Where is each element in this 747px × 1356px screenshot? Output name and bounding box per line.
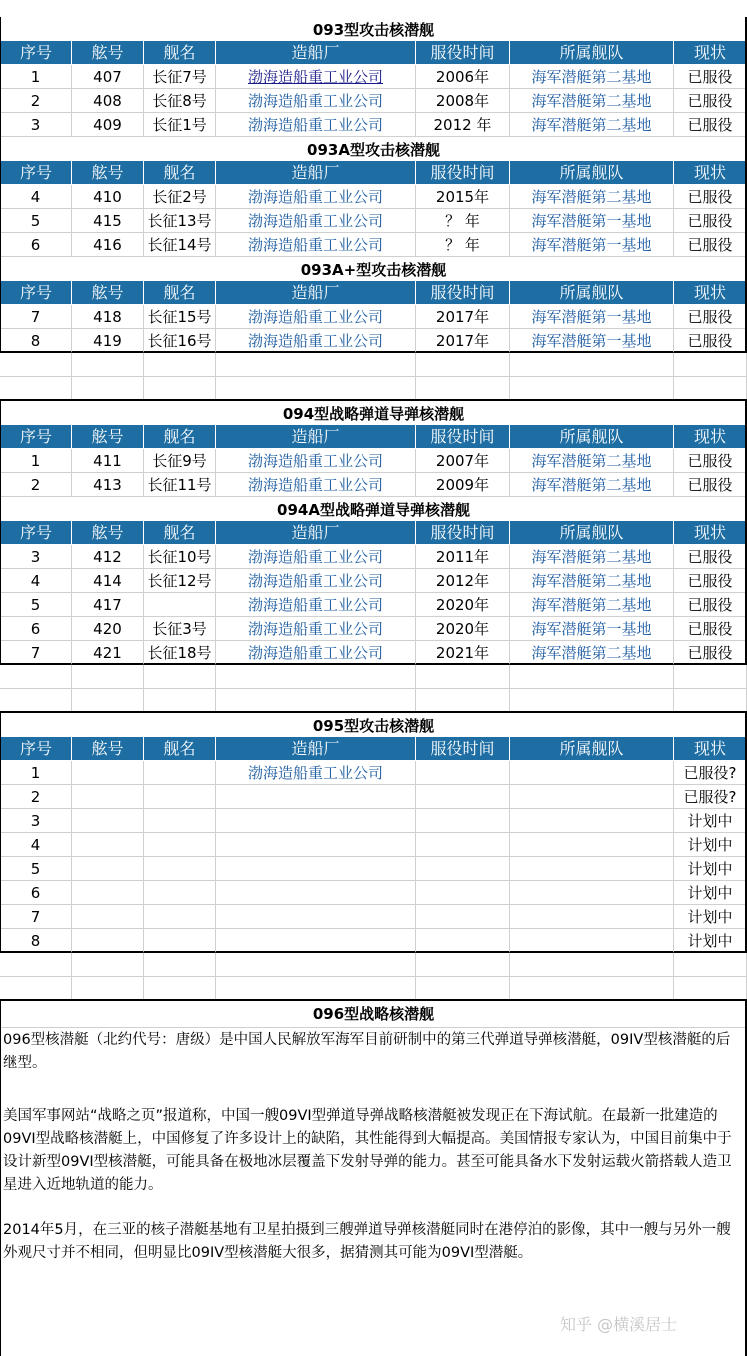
cell-name (144, 905, 216, 929)
cell-fleet: 海军潜艇第二基地 (510, 113, 674, 137)
cell-shipyard: 渤海造船重工业公司 (216, 761, 416, 785)
cell-status: 已服役 (674, 449, 747, 473)
cell-index: 4 (0, 185, 72, 209)
table-row (0, 833, 747, 857)
cell-shipyard (216, 809, 416, 833)
table-row (0, 545, 747, 569)
cell-status: 已服役? (674, 785, 747, 809)
cell-shipyard: 渤海造船重工业公司 (216, 449, 416, 473)
cell-service (416, 977, 510, 1001)
cell-hull (72, 953, 144, 977)
cell-service (416, 785, 510, 809)
cell-service: 2017年 (416, 329, 510, 353)
header-shipyard: 造船厂 (216, 737, 416, 761)
cell-hull (72, 905, 144, 929)
table-row (0, 209, 747, 233)
cell-name (144, 785, 216, 809)
cell-hull (72, 977, 144, 1001)
cell-hull: 407 (72, 65, 144, 89)
header-fleet: 所属舰队 (510, 425, 674, 449)
cell-name: 长征12号 (144, 569, 216, 593)
watermark: 知乎 @横溪居士 (560, 1315, 678, 1334)
cell-status (674, 665, 747, 689)
section-title: 094型战略弹道导弹核潜舰 (0, 399, 747, 428)
cell-service: 2021年 (416, 641, 510, 665)
cell-shipyard (216, 929, 416, 953)
cell-status: 计划中 (674, 833, 747, 857)
cell-index: 4 (0, 833, 72, 857)
cell-service: 2020年 (416, 617, 510, 641)
cell-name: 长征2号 (144, 185, 216, 209)
cell-shipyard (216, 377, 416, 401)
cell-index: 5 (0, 593, 72, 617)
cell-hull (72, 785, 144, 809)
cell-shipyard: 渤海造船重工业公司 (216, 329, 416, 353)
cell-service: 2017年 (416, 305, 510, 329)
cell-index: 6 (0, 617, 72, 641)
cell-shipyard: 渤海造船重工业公司 (216, 209, 416, 233)
cell-status: 计划中 (674, 881, 747, 905)
cell-hull: 414 (72, 569, 144, 593)
cell-status: 已服役? (674, 761, 747, 785)
cell-service: ？ 年 (416, 233, 510, 257)
cell-name: 长征13号 (144, 209, 216, 233)
section-title: 094A型战略弹道导弹核潜舰 (0, 497, 747, 522)
cell-fleet: 海军潜艇第二基地 (510, 473, 674, 497)
cell-shipyard (216, 977, 416, 1001)
cell-index: 3 (0, 113, 72, 137)
cell-hull (72, 857, 144, 881)
cell-index: 1 (0, 761, 72, 785)
cell-fleet (510, 977, 674, 1001)
empty-row (0, 665, 747, 689)
cell-name: 长征15号 (144, 305, 216, 329)
table-row (0, 929, 747, 953)
cell-shipyard (216, 353, 416, 377)
cell-name (144, 929, 216, 953)
box-border (0, 17, 1, 353)
cell-index: 1 (0, 449, 72, 473)
cell-index: 1 (0, 65, 72, 89)
cell-fleet: 海军潜艇第二基地 (510, 641, 674, 665)
cell-name (144, 665, 216, 689)
cell-shipyard (216, 689, 416, 713)
cell-name: 长征9号 (144, 449, 216, 473)
cell-status: 已服役 (674, 569, 747, 593)
cell-shipyard: 渤海造船重工业公司 (216, 593, 416, 617)
section-title: 093A+型攻击核潜舰 (0, 257, 747, 282)
cell-name (144, 377, 216, 401)
header-index: 序号 (0, 161, 72, 185)
cell-shipyard (216, 905, 416, 929)
table-row (0, 785, 747, 809)
table-header (0, 161, 747, 185)
cell-name: 长征11号 (144, 473, 216, 497)
cell-status (674, 353, 747, 377)
cell-index: 4 (0, 569, 72, 593)
cell-name (144, 353, 216, 377)
table-row (0, 233, 747, 257)
cell-index: 2 (0, 89, 72, 113)
cell-fleet: 海军潜艇第二基地 (510, 449, 674, 473)
cell-service (416, 809, 510, 833)
cell-fleet (510, 953, 674, 977)
box-border (0, 711, 1, 953)
cell-name: 长征18号 (144, 641, 216, 665)
header-status: 现状 (674, 281, 747, 305)
table-row (0, 329, 747, 353)
cell-status: 已服役 (674, 545, 747, 569)
cell-service (416, 881, 510, 905)
cell-shipyard (216, 953, 416, 977)
cell-index (0, 665, 72, 689)
cell-hull: 413 (72, 473, 144, 497)
paragraph: 2014年5月，在三亚的核子潜艇基地有卫星拍摄到三艘弹道导弹核潜艇同时在港停泊的影像，其中一艘与另外一艘外观尺寸并不相同，但明显比09IV型核潜艇大很多，据猜测其可能为09VI型潜艇。 (3, 1222, 731, 1261)
header-index: 序号 (0, 281, 72, 305)
cell-hull (72, 761, 144, 785)
empty-row (0, 377, 747, 401)
paragraph: 096型核潜艇（北约代号：唐级）是中国人民解放军海军目前研制中的第三代弹道导弹核潜艇，09IV型核潜艇的后继型。 (3, 1032, 731, 1071)
table-header (0, 41, 747, 65)
cell-name: 长征14号 (144, 233, 216, 257)
cell-status: 计划中 (674, 857, 747, 881)
cell-hull: 408 (72, 89, 144, 113)
cell-fleet: 海军潜艇第二基地 (510, 65, 674, 89)
cell-shipyard: 渤海造船重工业公司 (216, 473, 416, 497)
table-row (0, 473, 747, 497)
cell-fleet (510, 833, 674, 857)
header-index: 序号 (0, 521, 72, 545)
table-row (0, 809, 747, 833)
header-service: 服役时间 (416, 737, 510, 761)
header-name: 舰名 (144, 425, 216, 449)
cell-service (416, 833, 510, 857)
cell-name (144, 689, 216, 713)
cell-service (416, 857, 510, 881)
table-row (0, 89, 747, 113)
cell-status: 已服役 (674, 113, 747, 137)
cell-index: 5 (0, 857, 72, 881)
cell-status: 已服役 (674, 593, 747, 617)
cell-index: 6 (0, 233, 72, 257)
table-row (0, 857, 747, 881)
cell-shipyard: 渤海造船重工业公司 (216, 89, 416, 113)
section-title: 096型战略核潜舰 (0, 999, 747, 1028)
cell-hull (72, 353, 144, 377)
cell-service: 2012 年 (416, 113, 510, 137)
cell-hull: 411 (72, 449, 144, 473)
header-shipyard: 造船厂 (216, 425, 416, 449)
cell-service: 2011年 (416, 545, 510, 569)
cell-fleet: 海军潜艇第二基地 (510, 569, 674, 593)
cell-name (144, 593, 216, 617)
cell-service (416, 377, 510, 401)
cell-service (416, 353, 510, 377)
table-header (0, 737, 747, 761)
cell-index: 3 (0, 545, 72, 569)
cell-status: 已服役 (674, 641, 747, 665)
cell-fleet (510, 689, 674, 713)
cell-name: 长征8号 (144, 89, 216, 113)
cell-shipyard: 渤海造船重工业公司 (216, 641, 416, 665)
header-fleet: 所属舰队 (510, 161, 674, 185)
header-service: 服役时间 (416, 425, 510, 449)
section-title: 093A型攻击核潜舰 (0, 137, 747, 162)
header-fleet: 所属舰队 (510, 737, 674, 761)
cell-hull: 412 (72, 545, 144, 569)
cell-shipyard: 渤海造船重工业公司 (216, 65, 416, 89)
cell-name: 长征7号 (144, 65, 216, 89)
table-row (0, 593, 747, 617)
cell-hull: 417 (72, 593, 144, 617)
cell-name: 长征10号 (144, 545, 216, 569)
cell-shipyard (216, 833, 416, 857)
cell-index: 8 (0, 929, 72, 953)
cell-index (0, 689, 72, 713)
cell-hull: 420 (72, 617, 144, 641)
cell-status (674, 377, 747, 401)
section-title: 093型攻击核潜舰 (0, 17, 747, 42)
cell-status: 已服役 (674, 329, 747, 353)
cell-service: 2009年 (416, 473, 510, 497)
cell-status (674, 689, 747, 713)
cell-hull: 416 (72, 233, 144, 257)
cell-status: 已服役 (674, 233, 747, 257)
cell-name (144, 881, 216, 905)
cell-name (144, 857, 216, 881)
paragraph: 美国军事网站“战略之页”报道称，中国一艘09VI型弹道导弹战略核潜艇被发现正在下海试航。在最新一批建造的09VI型战略核潜艇上，中国修复了许多设计上的缺陷，其性能得到大幅提高。美国情报专家认为，中国目前集中于设计新型09VI型核潜艇，可能具备在极地冰层覆盖下发射导弹的能力。甚至可能具备水下发射运载火箭搭载人造卫星进入近地轨道的能力。 (3, 1108, 732, 1193)
cell-shipyard: 渤海造船重工业公司 (216, 617, 416, 641)
header-service: 服役时间 (416, 41, 510, 65)
cell-shipyard: 渤海造船重工业公司 (216, 569, 416, 593)
cell-service: 2008年 (416, 89, 510, 113)
cell-status: 已服役 (674, 305, 747, 329)
cell-fleet: 海军潜艇第二基地 (510, 545, 674, 569)
table-row (0, 881, 747, 905)
empty-row (0, 689, 747, 713)
header-hull: 舷号 (72, 737, 144, 761)
cell-fleet: 海军潜艇第二基地 (510, 593, 674, 617)
header-hull: 舷号 (72, 521, 144, 545)
cell-shipyard: 渤海造船重工业公司 (216, 545, 416, 569)
cell-index: 5 (0, 209, 72, 233)
cell-service: 2015年 (416, 185, 510, 209)
empty-row (0, 977, 747, 1001)
cell-shipyard (216, 785, 416, 809)
header-service: 服役时间 (416, 521, 510, 545)
cell-service (416, 761, 510, 785)
cell-name: 长征1号 (144, 113, 216, 137)
table-header (0, 425, 747, 449)
box-border (0, 399, 1, 665)
cell-shipyard: 渤海造船重工业公司 (216, 233, 416, 257)
table-row (0, 305, 747, 329)
cell-service: ？ 年 (416, 209, 510, 233)
cell-hull (72, 809, 144, 833)
section-title: 095型攻击核潜舰 (0, 711, 747, 740)
cell-shipyard: 渤海造船重工业公司 (216, 113, 416, 137)
cell-service (416, 953, 510, 977)
cell-hull (72, 833, 144, 857)
cell-status (674, 953, 747, 977)
empty-row (0, 353, 747, 377)
cell-hull: 421 (72, 641, 144, 665)
cell-status (674, 977, 747, 1001)
empty-row (0, 953, 747, 977)
cell-fleet: 海军潜艇第一基地 (510, 209, 674, 233)
cell-hull: 418 (72, 305, 144, 329)
header-hull: 舷号 (72, 281, 144, 305)
table-row (0, 65, 747, 89)
table-row (0, 113, 747, 137)
cell-index (0, 953, 72, 977)
cell-fleet (510, 929, 674, 953)
cell-hull: 419 (72, 329, 144, 353)
table-row (0, 617, 747, 641)
cell-name (144, 809, 216, 833)
cell-fleet (510, 665, 674, 689)
cell-status: 计划中 (674, 929, 747, 953)
header-hull: 舷号 (72, 41, 144, 65)
cell-name (144, 953, 216, 977)
header-status: 现状 (674, 161, 747, 185)
cell-service (416, 689, 510, 713)
header-hull: 舷号 (72, 161, 144, 185)
cell-status: 已服役 (674, 185, 747, 209)
cell-name: 长征16号 (144, 329, 216, 353)
cell-fleet (510, 905, 674, 929)
cell-fleet (510, 785, 674, 809)
cell-hull: 410 (72, 185, 144, 209)
cell-hull (72, 689, 144, 713)
cell-index (0, 977, 72, 1001)
header-name: 舰名 (144, 521, 216, 545)
table-row (0, 449, 747, 473)
cell-fleet: 海军潜艇第二基地 (510, 185, 674, 209)
cell-fleet: 海军潜艇第一基地 (510, 329, 674, 353)
cell-fleet (510, 377, 674, 401)
header-shipyard: 造船厂 (216, 41, 416, 65)
header-fleet: 所属舰队 (510, 41, 674, 65)
header-fleet: 所属舰队 (510, 521, 674, 545)
cell-status: 已服役 (674, 617, 747, 641)
cell-name (144, 977, 216, 1001)
cell-name: 长征3号 (144, 617, 216, 641)
cell-service (416, 905, 510, 929)
cell-fleet (510, 353, 674, 377)
cell-index: 8 (0, 329, 72, 353)
header-service: 服役时间 (416, 281, 510, 305)
cell-shipyard (216, 857, 416, 881)
table-row (0, 185, 747, 209)
header-fleet: 所属舰队 (510, 281, 674, 305)
header-shipyard: 造船厂 (216, 161, 416, 185)
table-row (0, 761, 747, 785)
header-name: 舰名 (144, 737, 216, 761)
cell-status: 已服役 (674, 473, 747, 497)
cell-fleet: 海军潜艇第二基地 (510, 89, 674, 113)
cell-hull: 409 (72, 113, 144, 137)
box-border (0, 999, 1, 1356)
cell-status: 计划中 (674, 905, 747, 929)
cell-shipyard (216, 665, 416, 689)
cell-shipyard: 渤海造船重工业公司 (216, 185, 416, 209)
header-name: 舰名 (144, 161, 216, 185)
cell-hull (72, 929, 144, 953)
cell-status: 已服役 (674, 89, 747, 113)
table-row (0, 905, 747, 929)
cell-status: 已服役 (674, 65, 747, 89)
cell-index: 7 (0, 305, 72, 329)
cell-shipyard: 渤海造船重工业公司 (216, 305, 416, 329)
cell-index (0, 377, 72, 401)
header-shipyard: 造船厂 (216, 281, 416, 305)
header-service: 服役时间 (416, 161, 510, 185)
cell-fleet (510, 761, 674, 785)
cell-service: 2007年 (416, 449, 510, 473)
cell-service: 2006年 (416, 65, 510, 89)
cell-index: 3 (0, 809, 72, 833)
cell-status: 已服役 (674, 209, 747, 233)
header-name: 舰名 (144, 41, 216, 65)
cell-index: 6 (0, 881, 72, 905)
cell-hull (72, 377, 144, 401)
cell-hull (72, 881, 144, 905)
header-hull: 舷号 (72, 425, 144, 449)
cell-service: 2012年 (416, 569, 510, 593)
header-status: 现状 (674, 41, 747, 65)
cell-status: 计划中 (674, 809, 747, 833)
cell-fleet (510, 881, 674, 905)
header-name: 舰名 (144, 281, 216, 305)
cell-fleet: 海军潜艇第一基地 (510, 305, 674, 329)
cell-service (416, 665, 510, 689)
table-header (0, 521, 747, 545)
cell-hull: 415 (72, 209, 144, 233)
cell-name (144, 761, 216, 785)
cell-name (144, 833, 216, 857)
table-row (0, 641, 747, 665)
header-status: 现状 (674, 425, 747, 449)
cell-hull (72, 665, 144, 689)
cell-index: 2 (0, 785, 72, 809)
cell-service (416, 929, 510, 953)
header-status: 现状 (674, 521, 747, 545)
header-index: 序号 (0, 41, 72, 65)
cell-service: 2020年 (416, 593, 510, 617)
cell-index: 7 (0, 641, 72, 665)
header-shipyard: 造船厂 (216, 521, 416, 545)
cell-index: 2 (0, 473, 72, 497)
header-status: 现状 (674, 737, 747, 761)
header-index: 序号 (0, 737, 72, 761)
cell-index: 7 (0, 905, 72, 929)
cell-shipyard (216, 881, 416, 905)
cell-fleet: 海军潜艇第一基地 (510, 617, 674, 641)
header-index: 序号 (0, 425, 72, 449)
table-row (0, 569, 747, 593)
cell-index (0, 353, 72, 377)
table-header (0, 281, 747, 305)
cell-fleet (510, 857, 674, 881)
cell-fleet: 海军潜艇第一基地 (510, 233, 674, 257)
cell-fleet (510, 809, 674, 833)
